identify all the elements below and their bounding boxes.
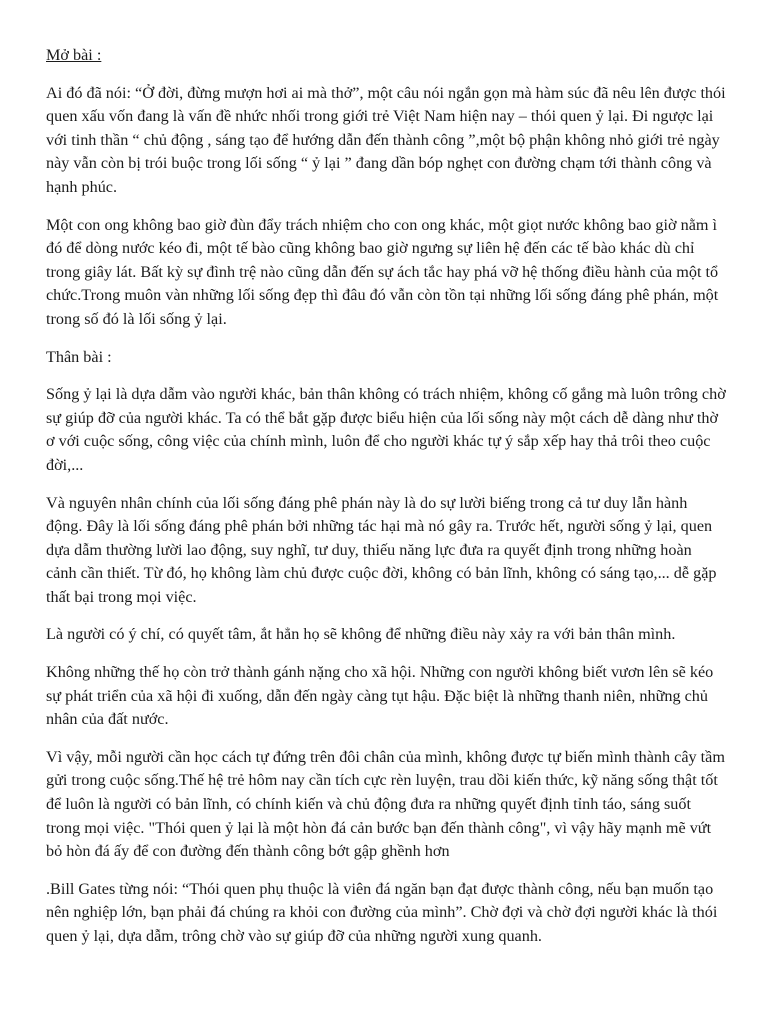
body-paragraph-2: Và nguyên nhân chính của lối sống đáng phê phán này là do sự lười biếng trong cả tư duy lẫn hành động. Đây là lối sống đáng phê phán bởi những tác hại mà nó gây ra. Trước hết, người sống ỷ lại, quen dựa dẫm thường lười lao động, suy nghĩ, tư duy, thiếu năng lực đưa ra quyết định trong những hoàn cảnh cần thiết. Từ đó, họ không làm chủ được cuộc đời, không có bản lĩnh, không có sáng tạo,... dễ gặp thất bại trong mọi việc.: [46, 493, 717, 606]
body-paragraph-5: Vì vậy, mỗi người cần học cách tự đứng trên đôi chân của mình, không được tự biến mình thành cây tầm gửi trong cuộc sống.Thế hệ trẻ hôm nay cần tích cực rèn luyện, trau dồi kiến thức, kỹ năng sống thật tốt để luôn là người có bản lĩnh, có chính kiến và chủ động đưa ra những quyết định tỉnh táo, sáng suốt trong mọi việc. "Thói quen ỷ lại là một hòn đá cản bước bạn đến thành công", vì vậy hãy mạnh mẽ vứt bỏ hòn đá ấy để con đường đến thành công bớt gập ghềnh hơn: [46, 747, 725, 861]
body-paragraph-6: .Bill Gates từng nói: “Thói quen phụ thuộc là viên đá ngăn bạn đạt được thành công, nếu bạn muốn tạo nên nghiệp lớn, bạn phải đá chúng ra khỏi con đường của mình”. Chờ đợi và chờ đợi người khác là thói quen ỷ lại, dựa dẫm, trông chờ vào sự giúp đỡ của những người xung quanh.: [46, 879, 718, 945]
body-paragraph-1: Sống ỷ lại là dựa dẫm vào người khác, bản thân không có trách nhiệm, không cố gắng mà luôn trông chờ sự giúp đỡ của người khác. Ta có thể bắt gặp được biểu hiện của lối sống này một cách dễ dàng như thờ ơ với cuộc sống, công việc của chính mình, luôn để cho người khác tự ý sắp xếp hay thả trôi theo cuộc đời,...: [46, 385, 726, 474]
body-paragraph-3: Là người có ý chí, có quyết tâm, ắt hẳn họ sẽ không để những điều này xảy ra với bản thân mình.: [46, 625, 676, 644]
intro-paragraph-2: Một con ong không bao giờ đùn đẩy trách nhiệm cho con ong khác, một giọt nước không bao giờ nằm ì đó để dòng nước kéo đi, một tế bào cũng không bao giờ ngưng sự liên hệ đến các tế bào khác dù chỉ trong giây lát. Bất kỳ sự đình trệ nào cũng dẫn đến sự ách tắc hay phá vỡ hệ thống điều hành của một tổ chức.Trong muôn vàn những lối sống đẹp thì đâu đó vẫn còn tồn tại những lối sống đáng phê phán, một trong số đó là lối sống ỷ lại.: [46, 215, 719, 328]
heading-body: Thân bài :: [46, 347, 112, 366]
body-paragraph-4: Không những thế họ còn trở thành gánh nặng cho xã hội. Những con người không biết vươn lên sẽ kéo sự phát triển của xã hội đi xuống, dẫn đến ngày càng tụt hậu. Đặc biệt là những thanh niên, những chủ nhân của đất nước.: [46, 663, 714, 729]
heading-intro-text: Mở bài :: [46, 46, 102, 64]
intro-paragraph-1: Ai đó đã nói: “Ở đời, đừng mượn hơi ai mà thở”, một câu nói ngắn gọn mà hàm súc đã nêu lên được thói quen xấu vốn đang là vấn đề nhức nhối trong giới trẻ Việt Nam hiện nay – thói quen ỷ lại. Đi ngược lại với tinh thần “ chủ động , sáng tạo để hướng dẫn đến thành công ”,một bộ phận không nhỏ giới trẻ ngày này vẫn còn bị trói buộc trong lối sống “ ỷ lại ” đang dần bóp nghẹt con đường chạm tới thành công và hạnh phúc.: [46, 83, 726, 196]
document-page: [46, 44, 726, 963]
heading-intro: [46, 44, 726, 68]
